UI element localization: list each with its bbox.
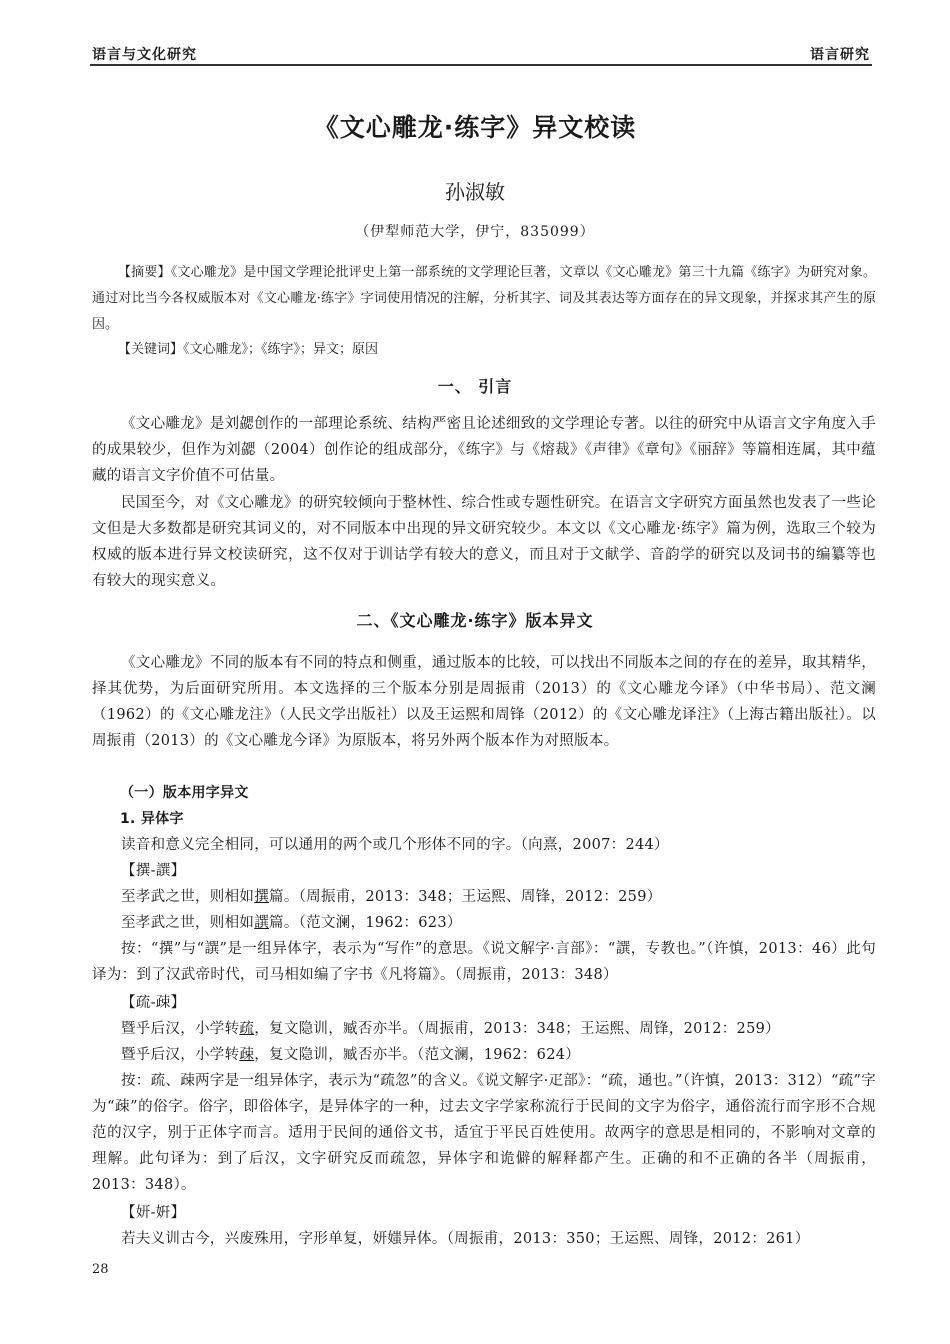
section-heading-variants: 二、《文心雕龙·练字》版本异文	[356, 611, 594, 630]
definition-line: 读音和意义完全相同，可以通用的两个或几个形体不同的字。（向熹，2007：244）	[121, 837, 669, 853]
example-line: 暨乎后汉，小学转疏，复文隐训，臧否亦半。（周振甫，2013：348；王运熙、周锋，2012：259）	[121, 1021, 780, 1037]
section-heading-intro: 一、 引言	[437, 377, 513, 396]
variant-pair-label: 【妍-姸】	[121, 1205, 186, 1221]
page-number: 28	[92, 1262, 109, 1277]
intro-paragraph-2: 民国至今，对《文心雕龙》的研究较倾向于整林性、综合性或专题性研究。在语言文字研究方面虽然也发表了一些论文但是大多数都是研究其词义的，对不同版本中出现的异文研究较少。本文以《文心雕龙·练字》篇为例，选取三个较为权威的版本进行异文校读研究，这不仅对于训诂学有较大的意义，而且对于文献学、音韵学的研究以及词书的编纂等也有较大的现实意义。	[92, 495, 876, 589]
abstract: 【摘要】《文心雕龙》是中国文学理论批评史上第一部系统的文学理论巨著，文章以《文心雕龙》第三十九篇《练字》为研究对象。通过对比当今各权威版本对《文心雕龙·练字》字词使用情况的注解，分析其字、词及其表达等方面存在的异文现象，并探求其产生的原因。	[92, 265, 876, 332]
intro-paragraph-1: 《文心雕龙》是刘勰创作的一部理论系统、结构严密且论述细致的文学理论专著。以往的研究中从语言文字角度入手的成果较少，但作为刘勰（2004）创作论的组成部分，《练字》与《熔裁》《声律》《章句》《丽辞》等篇相连属，其中蕴藏的语言文字价值不可估量。	[92, 416, 876, 484]
example-line: 暨乎后汉，小学转疎，复文隐训，臧否亦半。（范文澜，1962：624）	[121, 1047, 581, 1063]
variant-pair-label: 【疏-疎】	[121, 995, 186, 1011]
subsubsection-heading: 1. 异体字	[120, 811, 184, 827]
header-rule	[90, 64, 872, 66]
example-line: 若夫义训古今，兴废殊用，字形单复，妍媸异体。（周振甫，2013：350；王运熙、周锋，2012：261）	[121, 1231, 810, 1247]
note-paragraph: 按：“撰”与“譔”是一组异体字，表示为“写作”的意思。《说文解字·言部》：“譔，专教也。”（许慎，2013：46）此句译为：到了汉武帝时代，司马相如编了字书《凡将篇》。（周振甫，2013：348）	[92, 941, 876, 983]
variants-paragraph-1: 《文心雕龙》不同的版本有不同的特点和侧重，通过版本的比较，可以找出不同版本之间的存在的差异，取其精华，择其优势，为后面研究所用。本文选择的三个版本分别是周振甫（2013）的《文心雕龙今译》（中华书局）、范文澜（1962）的《文心雕龙注》（人民文学出版社）以及王运熙和周锋（2012）的《文心雕龙译注》（上海古籍出版社）。以周振甫（2013）的《文心雕龙今译》为原版本，将另外两个版本作为对照版本。	[92, 655, 876, 749]
example-line: 至孝武之世，则相如譔篇。（范文澜，1962：623）	[121, 915, 462, 931]
section-name: 语言研究	[810, 47, 870, 63]
author-name: 孙淑敏	[445, 180, 505, 204]
article-title: 《文心雕龙·练字》异文校读	[313, 113, 637, 142]
variant-pair-label: 【撰-譔】	[121, 863, 186, 879]
journal-name: 语言与文化研究	[92, 47, 197, 63]
author-affiliation: （伊犁师范大学，伊宁，835099）	[355, 224, 595, 240]
note-paragraph: 按：疏、疎两字是一组异体字，表示为“疏忽”的含义。《说文解字·疋部》：“疏，通也。”（许慎，2013：312）“疏”字为“疎”的俗字。俗字，即俗体字，是异体字的一种，过去文字学家称流行于民间的文字为俗字，通俗流行而字形不合规范的汉字，别于正体字而言。适用于民间的通俗文书，适宜于平民百姓使用。故两字的意思是相同的，不影响对文章的理解。此句译为：到了后汉，文字研究反而疏忽，异体字和诡僻的解释都产生。正确的和不正确的各半（周振甫，2013：348）。	[92, 1073, 876, 1193]
keywords: 【关键词】《文心雕龙》；《练字》；异文；原因	[118, 342, 379, 357]
subsection-heading: （一）版本用字异文	[120, 785, 249, 801]
example-line: 至孝武之世，则相如撰篇。（周振甫，2013：348；王运熙、周锋，2012：259）	[121, 889, 662, 905]
